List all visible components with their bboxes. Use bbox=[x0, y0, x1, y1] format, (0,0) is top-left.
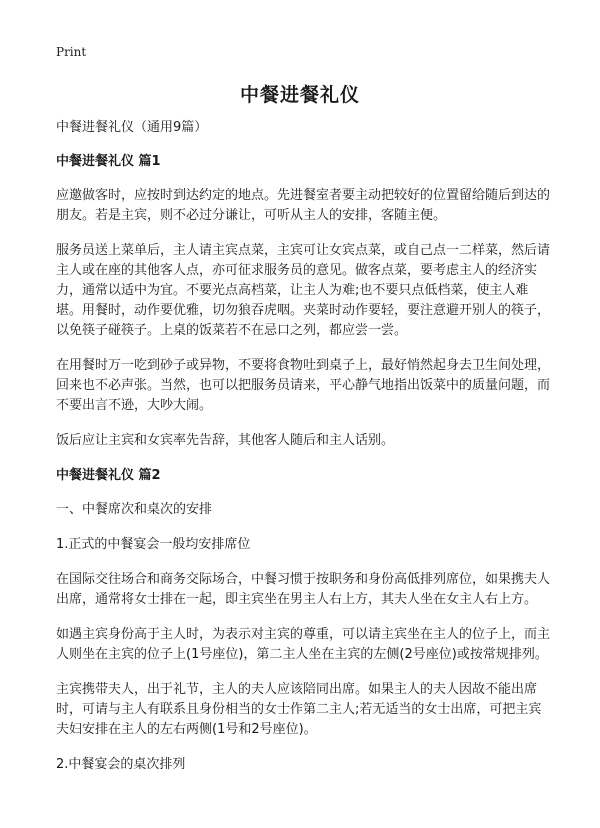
section-2 bbox=[56, 466, 550, 775]
paragraph: 2.中餐宴会的桌次排列 bbox=[56, 757, 186, 772]
paragraph: 如遇主宾身份高于主人时，为表示对主宾的尊重，可以请主宾坐在主人的位子上，而主人则坐在主宾的位子上(1号座位)，第二主人坐在主宾的左侧(2号座位)或按常规排列。 bbox=[56, 627, 551, 662]
paragraph: 一、中餐席次和桌次的安排 bbox=[56, 502, 213, 517]
paragraph: 饭后应让主宾和女宾率先告辞，其他客人随后和主人话别。 bbox=[56, 433, 395, 448]
section-1 bbox=[56, 152, 550, 451]
paragraph: 服务员送上菜单后，主人请主宾点菜，主宾可让女宾点菜，或自己点一二样菜，然后请主人或在座的其他客人点，亦可征求服务员的意见。做客点菜，要考虑主人的经济实力，通常以适中为宜。不要光点高档菜，让主人为难;也不要只点低档菜，使主人难堪。用餐时，动作要优雅，切勿狼吞虎咽。夹菜时动作要轻，要注意避开别人的筷子，以免筷子碰筷子。上桌的饭菜若不在忌口之列，都应尝一尝。 bbox=[56, 243, 551, 338]
article-body bbox=[56, 118, 550, 790]
paragraph: 主宾携带夫人，出于礼节，主人的夫人应该陪同出席。如果主人的夫人因故不能出席时，可请与主人有联系且身份相当的女士作第二主人;若无适当的女士出席，可把主宾夫妇安排在主人的左右两侧(1号和2号座位)。 bbox=[56, 682, 542, 737]
section-heading: 中餐进餐礼仪 篇2 bbox=[56, 468, 161, 483]
paragraph: 应邀做客时，应按时到达约定的地点。先进餐室者要主动把较好的位置留给随后到达的朋友。若是主宾，则不必过分谦让，可听从主人的安排，客随主便。 bbox=[56, 188, 551, 223]
paragraph: 在国际交往场合和商务交际场合，中餐习惯于按职务和身份高低排列席位，如果携夫人出席，通常将女士排在一起，即主宾坐在男主人右上方，其夫人坐在女主人右上方。 bbox=[56, 572, 551, 607]
paragraph: 1.正式的中餐宴会一般均安排席位 bbox=[56, 537, 251, 552]
page-title: 中餐进餐礼仪 bbox=[239, 84, 360, 106]
print-link[interactable]: Print bbox=[56, 45, 87, 59]
section-heading: 中餐进餐礼仪 篇1 bbox=[56, 154, 161, 169]
paragraph: 在用餐时万一吃到砂子或异物，不要将食物吐到桌子上，最好悄然起身去卫生间处理，回来也不必声张。当然，也可以把服务员请来，平心静气地指出饭菜中的质量问题，而不要出言不逊，大吵大闹。 bbox=[56, 358, 551, 413]
article-subtitle: 中餐进餐礼仪（通用9篇） bbox=[56, 120, 208, 135]
